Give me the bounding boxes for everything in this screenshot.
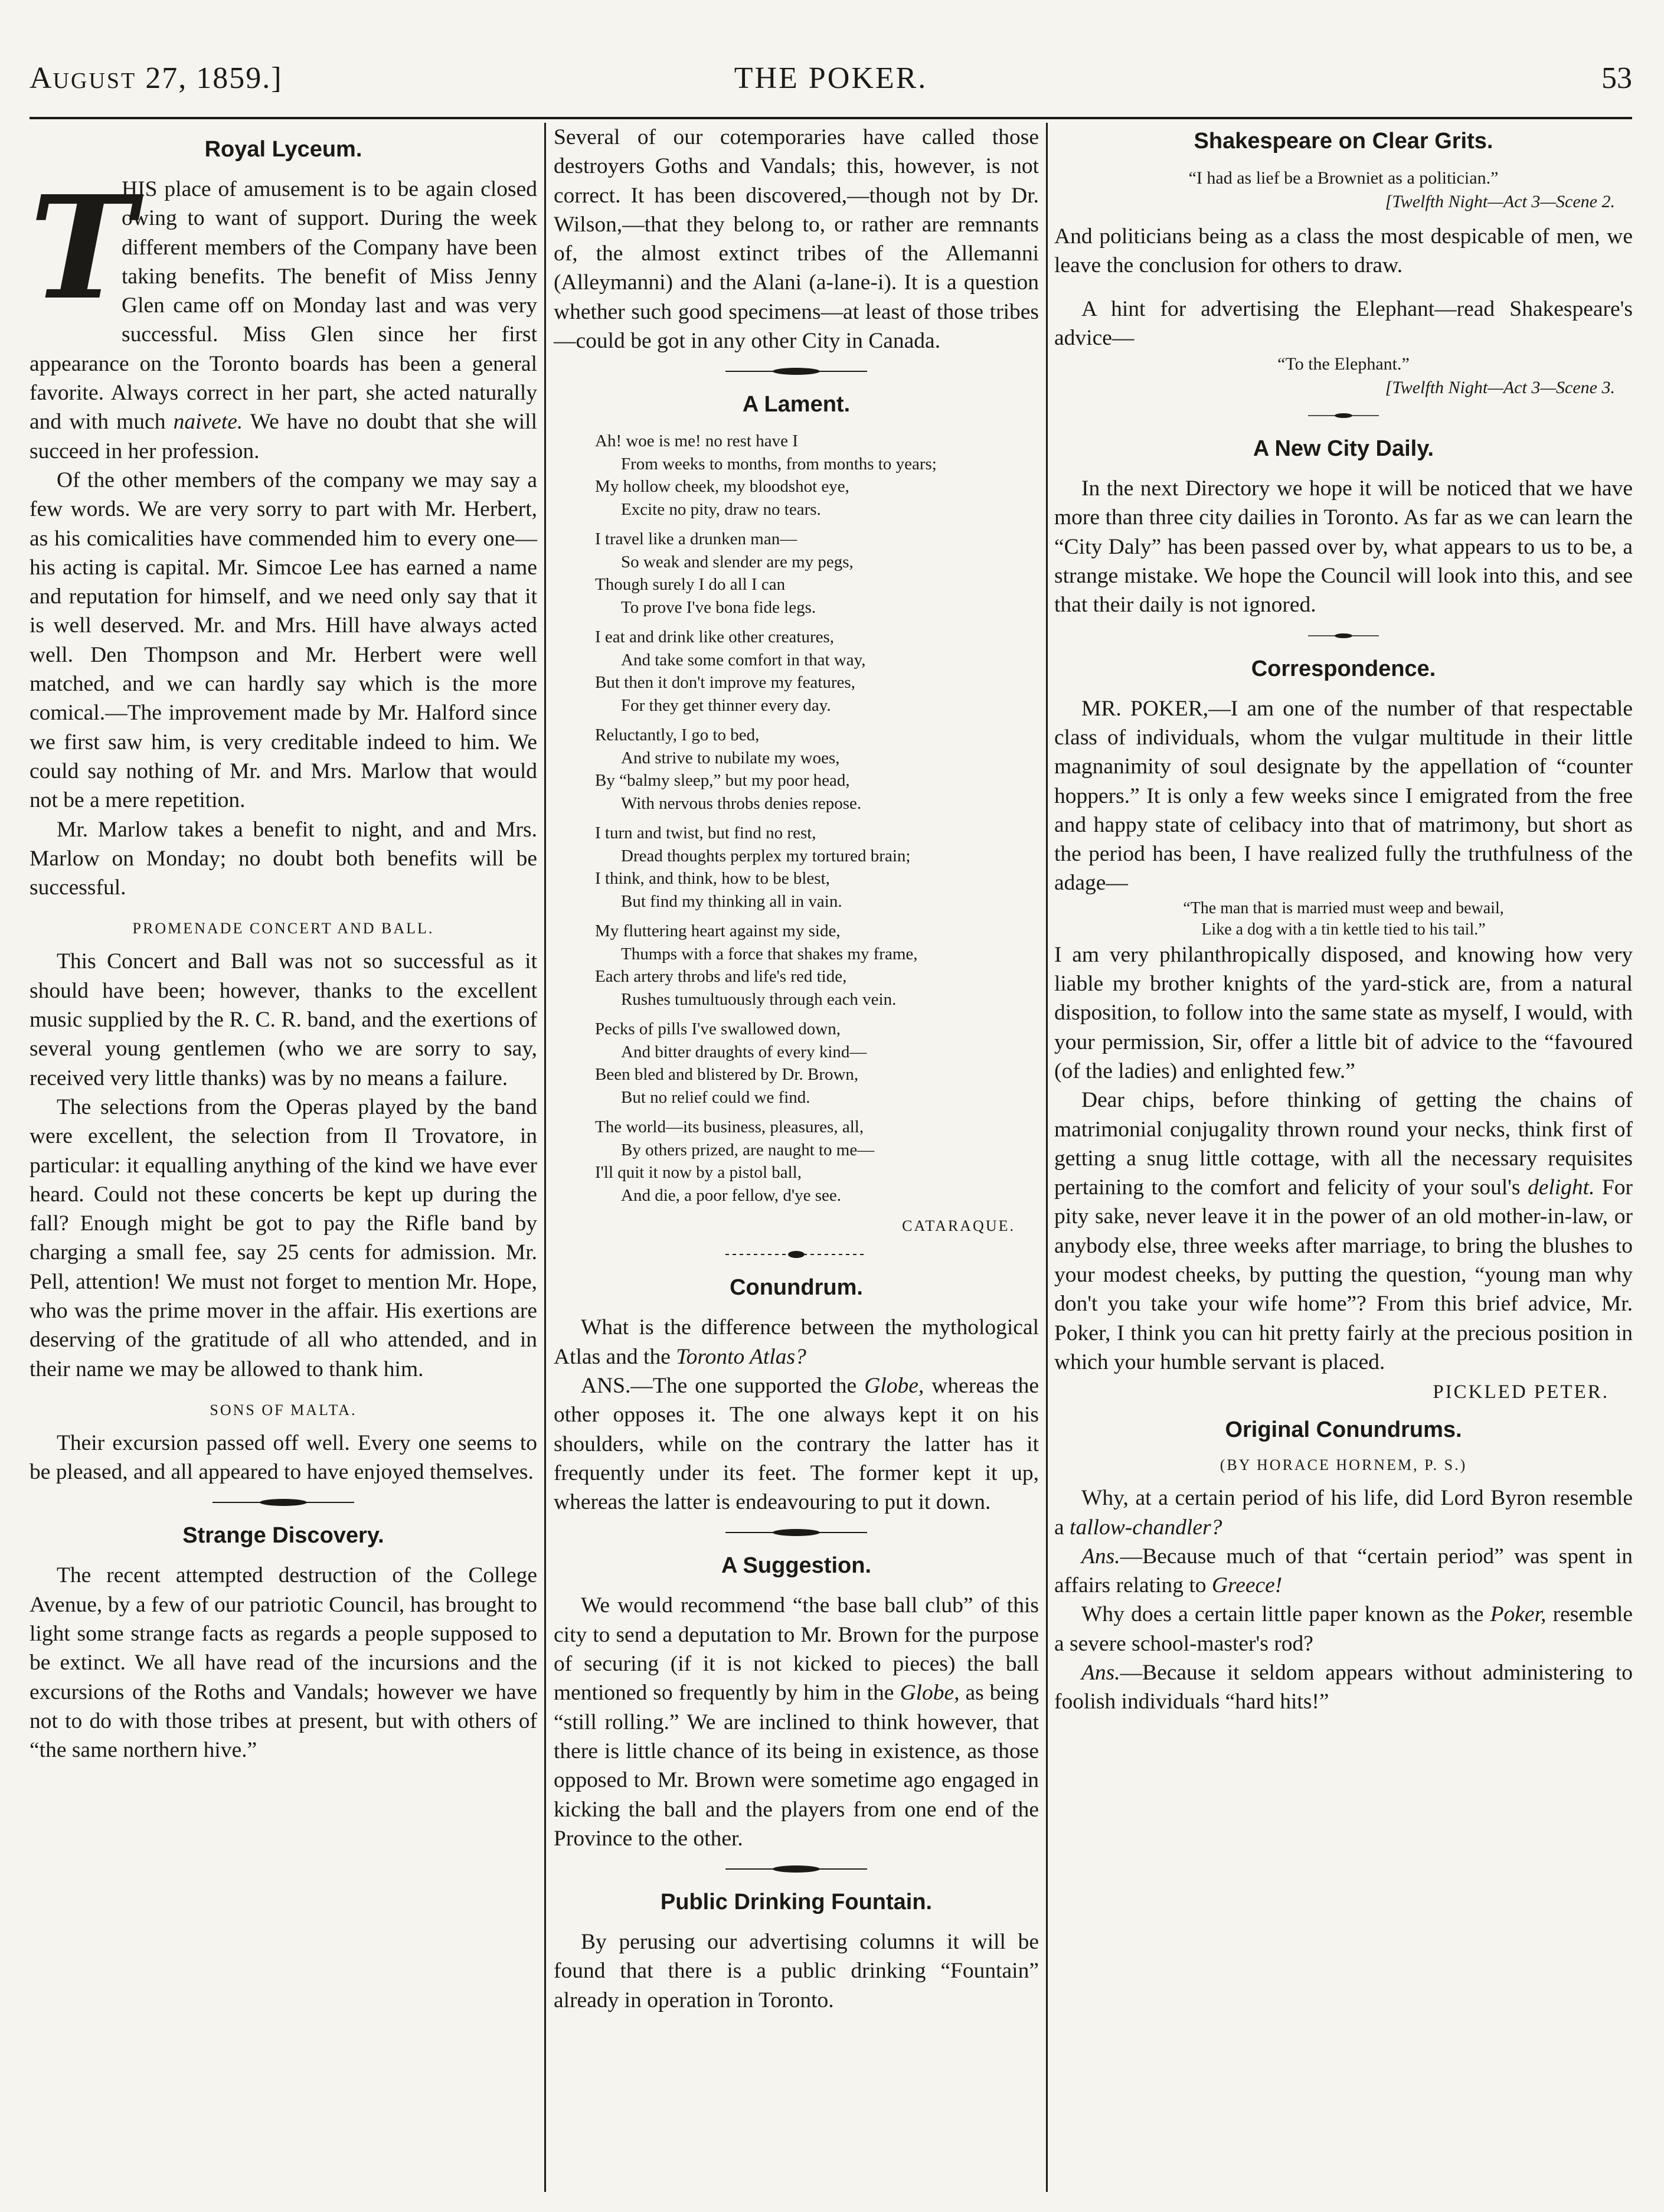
fountain-paragraph: By perusing our advertising columns it will be found that there is a public drinking “Fountain” already in operation in Toronto. bbox=[554, 1930, 1039, 2012]
original-question-2: Why does a certain little paper known as the Poker, resemble a severe school-master's rod? bbox=[1054, 1602, 1633, 1656]
poem-line: I eat and drink like other creatures, bbox=[595, 628, 835, 647]
article-heading-correspondence: Correspondence. bbox=[1251, 656, 1436, 681]
poem-line: I think, and think, how to be blest, bbox=[595, 869, 830, 888]
lyceum-paragraph-3: Mr. Marlow takes a benefit to night, and and Mrs. Marlow on Monday; no doubt both benefits will be successful. bbox=[30, 817, 537, 900]
article-heading-a-suggestion: A Suggestion. bbox=[721, 1553, 872, 1579]
lyceum-paragraph-2: Of the other members of the company we may say a few words. We are very sorry to part with Mr. Herbert, as his comicalities have commended him to every one—his acting is capital. Mr. Simcoe Lee has earned a name and reputation for himself, and we need only say that it is well deserved. Mr. and Mrs. Hill have always acted well. Den Thompson and Mr. Herbert were well matched, and we can hardly say which is the more comical.—The improvement made by Mr. Halford since we first saw him, is very creditable indeed to him. We could say nothing of Mr. and Mrs. Marlow that would not be a mere repetition. bbox=[30, 468, 537, 813]
conundrums-byline: (BY HORACE HORNEM, P. S.) bbox=[1220, 1456, 1467, 1474]
poem-line: Though surely I do all I can bbox=[595, 575, 786, 594]
lyceum-paragraph-1: HIS place of amusement is to be again closed owing to want of support. During the week different members of the Company have been taking benefits. The benefit of Miss Jenny Glen came off on Monday last and was very successful. Miss Glen since her first appearance on the Toronto boards has been a general favorite. Always correct in her part, she acted naturally and with much naivete. We have no doubt that she will succeed in her profession. bbox=[30, 177, 537, 463]
poem-line: My hollow cheek, my bloodshot eye, bbox=[595, 477, 849, 496]
column-rule-1 bbox=[544, 123, 546, 2192]
correspondence-paragraph-2: I am very philanthropically disposed, and knowing how very liable my brother knights of the yard-stick are, from a natural disposition, to follow into the same state as myself, I would, with your permission, Sir, offer a little bit of advice to the “favoured (of the ladies) and enlighted few.” bbox=[1054, 942, 1633, 1083]
lyceum-paragraph-5: The selections from the Operas played by the band were excellent, the selection from Il Trovatore, in particular: it equalling anything of the kind we have ever heard. Could not these concerts be kept up during the fall? Enough might be got to pay the Rifle band by charging a small fee, say 25 cents for admission. Mr. Pell, attention! We must not forget to mention Mr. Hope, who was the prime mover in the affair. His exertions are deserving of the gratitude of all who attended, and in their name we may be allowed to thank him. bbox=[30, 1094, 537, 1381]
poem-line: Ah! woe is me! no rest have I bbox=[595, 432, 798, 451]
poem-line: Reluctantly, I go to bed, bbox=[595, 726, 760, 745]
correspondence-paragraph-1: MR. POKER,—I am one of the number of that respectable class of individuals, whom the vulgar multitude in their little magnanimity of soul designate by the appellation of “counter hoppers.” It is only a few weeks since I emigrated from the free and happy state of celibacy into that of matrimony, but short as the period has been, I have realized fully the truthfulness of the adage— bbox=[1054, 696, 1633, 896]
poem-line: By “balmy sleep,” but my poor head, bbox=[595, 771, 850, 790]
poem-line: And bitter draughts of every kind— bbox=[621, 1042, 867, 1061]
poem-line: Excite no pity, draw no tears. bbox=[621, 499, 821, 519]
article-heading-original-conundrums: Original Conundrums. bbox=[1225, 1417, 1462, 1443]
article-heading-royal-lyceum: Royal Lyceum. bbox=[204, 137, 362, 162]
newspaper-title: THE POKER. bbox=[734, 61, 928, 95]
subheading-promenade: PROMENADE CONCERT AND BALL. bbox=[132, 920, 434, 937]
section-ornament bbox=[213, 1496, 354, 1509]
conundrum-question: What is the difference between the mythological Atlas and the Toronto Atlas? bbox=[554, 1315, 1039, 1369]
article-heading-new-city-daily: A New City Daily. bbox=[1253, 436, 1434, 462]
poem-line: Pecks of pills I've swallowed down, bbox=[595, 1020, 841, 1039]
lament-poem bbox=[554, 430, 1039, 1207]
poem-line: And take some comfort in that way, bbox=[621, 650, 866, 669]
section-ornament bbox=[725, 1863, 867, 1876]
section-ornament bbox=[725, 1526, 867, 1539]
poem-stanza bbox=[595, 1116, 1039, 1207]
poem-line: Thumps with a force that shakes my frame, bbox=[621, 944, 918, 963]
lyceum-paragraph-6: Their excursion passed off well. Every one seems to be pleased, and all appeared to have enjoyed themselves. bbox=[30, 1430, 537, 1485]
daily-paragraph: In the next Directory we hope it will be noticed that we have more than three city dailies in Toronto. As far as we can learn the “City Daly” has been passed over by, what appears to us to be, a strange mistake. We hope the Council will look into this, and see that their daily is not ignored. bbox=[1054, 476, 1633, 617]
shakespeare-quote-2: “To the Elephant.” bbox=[1277, 354, 1410, 374]
adage-line-2: Like a dog with a tin kettle tied to his tail.” bbox=[1201, 920, 1486, 939]
poem-line: I travel like a drunken man— bbox=[595, 530, 797, 549]
poem-stanza bbox=[595, 430, 1039, 521]
section-ornament bbox=[725, 1248, 867, 1261]
poem-line: To prove I've bona fide legs. bbox=[621, 597, 816, 617]
poem-line: But then it don't improve my features, bbox=[595, 673, 855, 692]
page-number: 53 bbox=[1601, 61, 1632, 95]
poem-line: But find my thinking all in vain. bbox=[621, 891, 842, 911]
poem-line: I turn and twist, but find no rest, bbox=[595, 824, 816, 843]
poem-line: And die, a poor fellow, d'ye see. bbox=[621, 1185, 841, 1205]
shakespeare-paragraph-1: And politicians being as a class the most despicable of men, we leave the conclusion for others to draw. bbox=[1054, 224, 1633, 278]
poem-stanza bbox=[595, 626, 1039, 717]
article-heading-a-lament: A Lament. bbox=[742, 392, 851, 417]
issue-date: AUGUST 27, 1859.] bbox=[30, 61, 283, 95]
poem-line: Been bled and blistered by Dr. Brown, bbox=[595, 1065, 859, 1084]
original-answer-1: Ans.—Because much of that “certain period” was spent in affairs relating to Greece! bbox=[1054, 1544, 1633, 1598]
section-ornament bbox=[725, 365, 867, 378]
article-heading-shakespeare: Shakespeare on Clear Grits. bbox=[1194, 129, 1493, 153]
shakespeare-citation-2: [Twelfth Night—Act 3—Scene 3. bbox=[1385, 378, 1615, 398]
shakespeare-quote-1: “I had as lief be a Browniet as a politician.” bbox=[1188, 168, 1499, 188]
poem-line: Dread thoughts perplex my tortured brain; bbox=[621, 846, 911, 865]
article-heading-strange-discovery: Strange Discovery. bbox=[182, 1523, 384, 1548]
poem-line: With nervous throbs denies repose. bbox=[621, 793, 862, 813]
discovery-paragraph-1: The recent attempted destruction of the College Avenue, by a few of our patriotic Council, has brought to light some strange facts as regards a people supposed to be extinct. We all have read of the incursions and the excursions of the Roths and Vandals; however we have not to do with those tribes at present, but with others of “the same northern hive.” bbox=[30, 1563, 537, 1763]
poem-line: So weak and slender are my pegs, bbox=[621, 552, 854, 571]
poem-line: Each artery throbs and life's red tide, bbox=[595, 967, 847, 986]
conundrum-answer: ANS.—The one supported the Globe, whereas the other opposes it. The one always kept it on his shoulders, while on the contrary the latter has it frequently under its feet. The former kept it up, whereas the latter is endeavouring to put it down. bbox=[554, 1373, 1039, 1515]
poem-stanza bbox=[595, 920, 1039, 1011]
adage-line-1: “The man that is married must weep and bewail, bbox=[1183, 898, 1504, 917]
article-heading-drinking-fountain: Public Drinking Fountain. bbox=[660, 1890, 933, 1915]
discovery-paragraph-2: Several of our cotemporaries have called those destroyers Goths and Vandals; this, however, is not correct. It has been discovered,—though not by Dr. Wilson,—that they belong to, or rather are remnants of, the almost extinct tribes of the Allemanni (Alleymanni) and the Alani (a-lane-i). It is a question whether such good specimens—at least of those tribes—could be got in any other City in Canada. bbox=[554, 125, 1039, 354]
poem-line: My fluttering heart against my side, bbox=[595, 922, 841, 941]
poem-line: From weeks to months, from months to years; bbox=[621, 454, 937, 473]
ornamental-dropcap: T bbox=[30, 165, 135, 331]
poem-line: For they get thinner every day. bbox=[621, 695, 831, 715]
lyceum-paragraph-4: This Concert and Ball was not so successful as it should have been; however, thanks to the excellent music supplied by the R. C. R. band, and the exertions of several young gentlemen (who we are sorry to say, received very little thanks) was by no means a failure. bbox=[30, 949, 537, 1090]
section-ornament bbox=[1308, 409, 1379, 422]
suggestion-paragraph: We would recommend “the base ball club” of this city to send a deputation to Mr. Brown for the purpose of securing (if it is not kicked to pieces) the ball mentioned so frequently by him in the Globe, as being “still rolling.” We are inclined to think however, that there is little chance of its being in existence, as those opposed to Mr. Brown were sometime ago engaged in kicking the ball and the players from one end of the Province to the other. bbox=[554, 1593, 1039, 1851]
correspondence-paragraph-3: Dear chips, before thinking of getting the chains of matrimonial conjugality thrown round your necks, think first of getting a snug little cottage, with all the necessary requisites pertaining to the comfort and felicity of your soul's delight. For pity sake, never leave it in the power of an old mother-in-law, or anybody else, three weeks after marriage, to bring the blushes to your modest cheeks, by putting the question, “young man why don't you take your wife home”? From this brief advice, Mr. Poker, I think you can hit pretty fairly at the precious position in which your humble servant is placed. bbox=[1054, 1088, 1633, 1374]
article-heading-conundrum: Conundrum. bbox=[730, 1275, 863, 1301]
section-ornament bbox=[1308, 629, 1379, 642]
original-answer-2: Ans.—Because it seldom appears without administering to foolish individuals “hard hits!” bbox=[1054, 1660, 1633, 1714]
poem-line: Rushes tumultuously through each vein. bbox=[621, 989, 897, 1009]
shakespeare-citation-1: [Twelfth Night—Act 3—Scene 2. bbox=[1385, 192, 1615, 211]
correspondence-signature: PICKLED PETER. bbox=[1433, 1381, 1609, 1403]
masthead bbox=[30, 52, 1632, 105]
poem-line: But no relief could we find. bbox=[621, 1087, 810, 1107]
header-rule bbox=[30, 117, 1632, 119]
column-1 bbox=[30, 123, 537, 1765]
column-2 bbox=[554, 123, 1039, 2015]
subheading-sons-of-malta: SONS OF MALTA. bbox=[210, 1401, 357, 1419]
poem-stanza bbox=[595, 1018, 1039, 1109]
poem-stanza bbox=[595, 724, 1039, 815]
shakespeare-paragraph-2: A hint for advertising the Elephant—read Shakespeare's advice— bbox=[1054, 296, 1633, 350]
poem-signature: CATARAQUE. bbox=[902, 1217, 1015, 1235]
poem-line: I'll quit it now by a pistol ball, bbox=[595, 1163, 802, 1182]
poem-stanza bbox=[595, 822, 1039, 913]
poem-line: The world—its business, pleasures, all, bbox=[595, 1118, 864, 1137]
poem-stanza bbox=[595, 528, 1039, 619]
column-rule-2 bbox=[1046, 123, 1048, 2192]
poem-line: By others prized, are naught to me— bbox=[621, 1140, 875, 1159]
poem-line: And strive to nubilate my woes, bbox=[621, 748, 840, 767]
original-question-1: Why, at a certain period of his life, did Lord Byron resemble a tallow-chandler? bbox=[1054, 1486, 1633, 1540]
column-3 bbox=[1054, 123, 1633, 1717]
